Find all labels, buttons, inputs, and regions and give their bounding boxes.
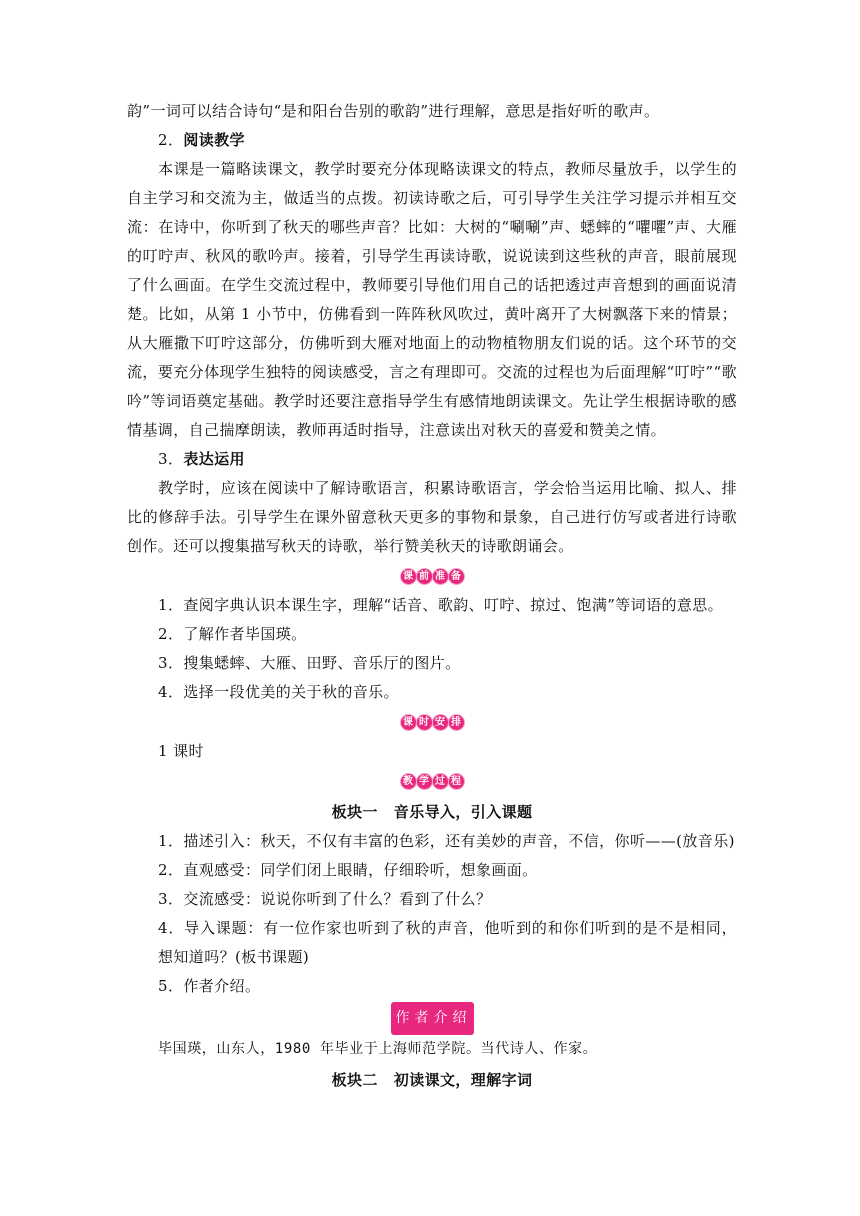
badge-char: 准 bbox=[433, 569, 448, 584]
badge-char: 介 bbox=[433, 1009, 450, 1026]
schedule-text: 1 课时 bbox=[158, 742, 204, 760]
section-number: 3． bbox=[158, 450, 184, 468]
badge-char: 作 bbox=[395, 1009, 412, 1026]
badge-char: 过 bbox=[433, 774, 448, 789]
badge-char: 备 bbox=[449, 569, 464, 584]
badge-char: 学 bbox=[417, 774, 432, 789]
badge-char: 安 bbox=[433, 715, 448, 730]
reading-paragraph: 本课是一篇略读课文，教学时要充分体现略读课文的特点，教师尽量放手，以学生的自主学习和交流为主，做适当的点拨。初读诗歌之后，可引导学生关注学习提示并相互交流：在诗中，你听到了秋天的哪些声音？比如：大树的“唰唰”声、蟋蟀的“㘗㘗”声、大雁的叮咛声、秋风的歌吟声。接着，引导学生再读诗歌，说说读到这些秋的声音，眼前展现了什么画面。在学生交流过程中，教师要引导他们用自己的话把透过声音想到的画面说清楚。比如，从第 1 小节中，仿佛看到一阵阵秋风吹过，黄叶离开了大树飘落下来的情景；从大雁撒下叮咛这部分，仿佛听到大雁对地面上的动物植物朋友们说的话。这个环节的交流，要充分体现学生独特的阅读感受，言之有理即可。交流的过程也为后面理解“叮咛”“歌吟”等词语奠定基础。教学时还要注意指导学生有感情地朗读课文。先让学生根据诗歌的感情基调，自己揣摩朗读，教师再适时指导，注意读出对秋天的喜爱和赞美之情。 bbox=[127, 160, 737, 439]
page-content bbox=[127, 97, 737, 1095]
continuation-paragraph: 韵”一词可以结合诗句“是和阳台告别的歌韵”进行理解，意思是指好听的歌声。 bbox=[127, 102, 660, 120]
badge-author bbox=[127, 1001, 737, 1035]
list-item: 1．描述引入：秋天，不仅有丰富的色彩，还有美妙的声音，不信，你听——(放音乐) bbox=[158, 832, 735, 850]
list-item: 1．查阅字典认识本课生字，理解“话音、歌韵、叮咛、掠过、饱满”等词语的意思。 bbox=[158, 596, 724, 614]
list-item: 4．导入课题：有一位作家也听到了秋的声音，他听到的和你们听到的是不是相同，想知道吗？(板书课题) bbox=[158, 919, 737, 966]
list-item: 4．选择一段优美的关于秋的音乐。 bbox=[158, 683, 399, 701]
badge-schedule bbox=[127, 707, 737, 737]
section-title: 阅读教学 bbox=[183, 131, 245, 149]
list-item: 5．作者介绍。 bbox=[158, 977, 261, 995]
badge-char: 排 bbox=[449, 715, 464, 730]
block-label: 板块二 bbox=[331, 1071, 378, 1089]
list-item: 2．了解作者毕国瑛。 bbox=[158, 625, 307, 643]
badge-char: 绍 bbox=[452, 1009, 469, 1026]
section-title: 表达运用 bbox=[183, 450, 245, 468]
author-intro: 毕国瑛，山东人，1980 年毕业于上海师范学院。当代诗人、作家。 bbox=[158, 1041, 598, 1057]
badge-char: 课 bbox=[401, 569, 416, 584]
badge-preparation bbox=[127, 561, 737, 591]
section-number: 2． bbox=[158, 131, 184, 149]
badge-char: 程 bbox=[449, 774, 464, 789]
expression-paragraph: 教学时，应该在阅读中了解诗歌语言，积累诗歌语言，学会恰当运用比喻、拟人、排比的修辞手法。引导学生在课外留意秋天更多的事物和景象，自己进行仿写或者进行诗歌创作。还可以搜集描写秋天的诗歌，举行赞美秋天的诗歌朗诵会。 bbox=[127, 479, 737, 555]
section-heading-expression bbox=[127, 445, 737, 474]
block-heading-1 bbox=[127, 798, 737, 827]
badge-process bbox=[127, 766, 737, 796]
list-item: 3．交流感受：说说你听到了什么？看到了什么？ bbox=[158, 890, 492, 908]
section-heading-reading bbox=[127, 126, 737, 155]
badge-char: 前 bbox=[417, 569, 432, 584]
list-item: 3．搜集蟋蟀、大雁、田野、音乐厅的图片。 bbox=[158, 654, 461, 672]
badge-char: 课 bbox=[401, 715, 416, 730]
block-title: 音乐导入，引入课题 bbox=[393, 803, 533, 821]
badge-char: 时 bbox=[417, 715, 432, 730]
badge-char: 者 bbox=[414, 1009, 431, 1026]
badge-char: 教 bbox=[401, 774, 416, 789]
list-item: 2．直观感受：同学们闭上眼睛，仔细聆听，想象画面。 bbox=[158, 861, 538, 879]
block-heading-2 bbox=[127, 1066, 737, 1095]
block-label: 板块一 bbox=[331, 803, 378, 821]
block-title: 初读课文，理解字词 bbox=[393, 1071, 533, 1089]
